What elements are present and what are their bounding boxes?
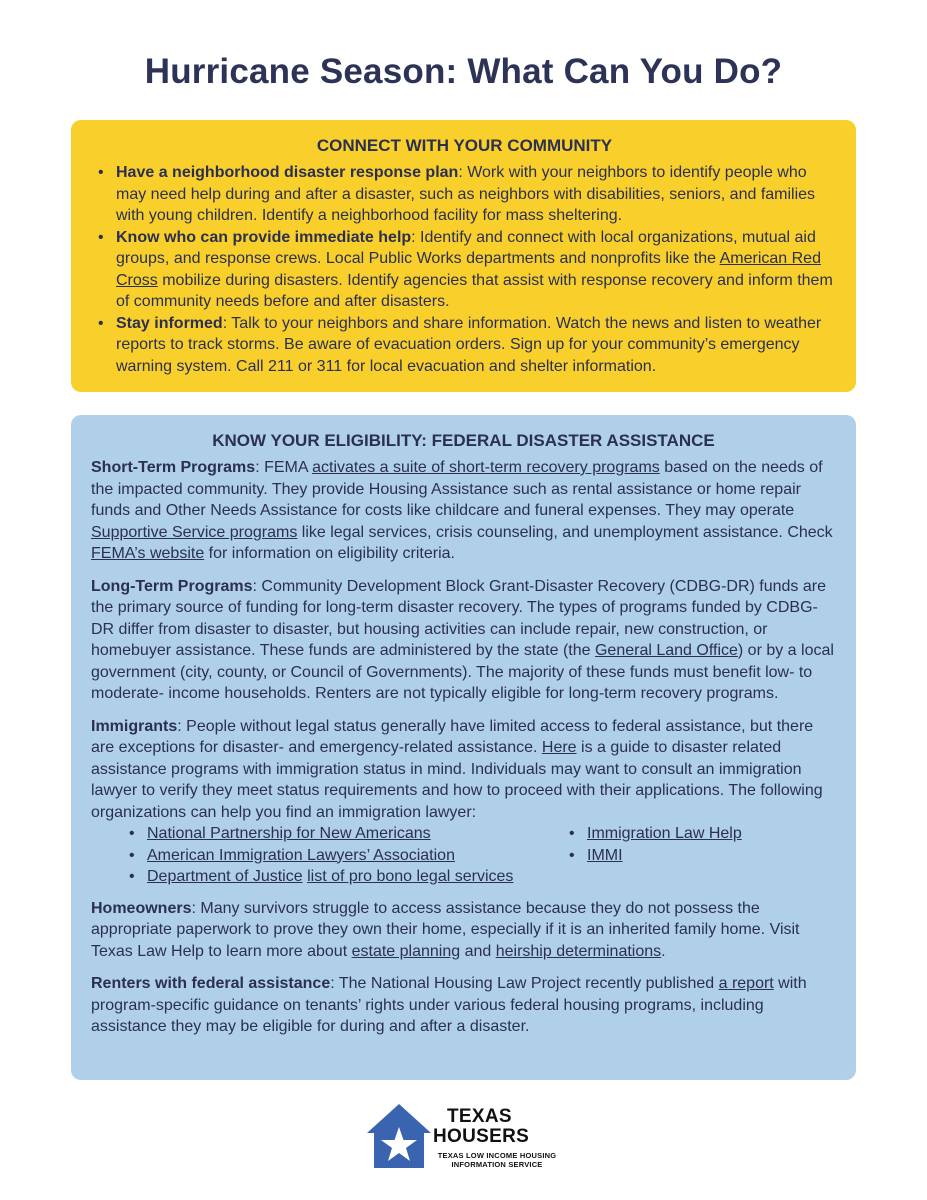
text: : FEMA xyxy=(255,459,313,476)
long-term-paragraph xyxy=(91,576,836,705)
aila-link[interactable]: American Immigration Lawyers’ Association xyxy=(147,846,455,864)
text: : People without legal status generally have limited access to federal assistance, but there are exceptions for disaster- and emergency-related assistance. xyxy=(91,717,814,756)
list-item xyxy=(93,227,836,313)
homeowners-label: Homeowners xyxy=(91,899,192,917)
logo-sub2: INFORMATION SERVICE xyxy=(451,1160,543,1169)
list-item xyxy=(567,823,742,845)
fema-programs-link[interactable]: activates a suite of short-term recovery programs xyxy=(312,459,660,476)
item-title: Stay informed xyxy=(116,314,223,332)
supportive-service-link[interactable]: Supportive Service programs xyxy=(91,523,298,541)
item-text: : Identify and connect with local organizations, mutual aid groups, and response crews. Local Public Works departments and nonprofits like the xyxy=(116,228,816,267)
list-item xyxy=(93,313,836,378)
item-text: mobilize during disasters. Identify agencies that assist with response recovery and inform them of community needs before and after disasters. xyxy=(116,271,833,310)
here-link[interactable]: Here xyxy=(541,739,577,756)
immigrants-paragraph xyxy=(91,716,836,824)
text: based on the needs of the impacted community. They provide Housing Assistance such as rental assistance or home repair funds and Other Needs Assistance for costs like childcare and funeral expenses. They may operate xyxy=(91,459,823,519)
lawyer-links xyxy=(91,823,836,888)
general-land-office-link[interactable]: General Land Office xyxy=(594,642,738,659)
short-term-label: Short-Term Programs xyxy=(91,459,256,476)
logo-line1: TEXAS xyxy=(447,1106,512,1127)
eligibility-box xyxy=(71,415,856,1080)
text: ) or by a local government (city, county, or Council of Governments). The majority of these funds must benefit low- to moderate- income households. Renters are not typically eligible for long-term recovery programs. xyxy=(91,642,834,702)
red-cross-link[interactable]: American Red Cross xyxy=(116,250,821,289)
item-text: : Work with your neighbors to identify people who may need help during and after a disaster, such as neighbors with disabilities, seniors, and families with young children. Identify a neighborhood facility for mass sheltering. xyxy=(116,164,816,224)
text: . xyxy=(661,942,666,960)
item-title: Know who can provide immediate help xyxy=(116,228,412,246)
page-title: Hurricane Season: What Can You Do? xyxy=(144,52,783,91)
npna-link[interactable]: National Partnership for New Americans xyxy=(147,825,431,842)
logo-wordmark xyxy=(433,1107,529,1147)
long-term-label: Long-Term Programs xyxy=(91,577,253,595)
renters-paragraph xyxy=(91,973,836,1038)
text: and xyxy=(460,942,496,960)
pro-bono-link[interactable]: list of pro bono legal services xyxy=(307,868,514,885)
item-title: Have a neighborhood disaster response plan xyxy=(116,164,459,181)
doj-link[interactable]: Department of Justice xyxy=(147,868,303,885)
text: is a guide to disaster related assistance programs with immigration status in mind. Individuals may want to consult an immigration lawyer to verify they meet status requirements and how to proceed with their applications. The following organizations can help you find an immigration lawyer: xyxy=(91,739,823,821)
lawyer-links-left xyxy=(127,823,567,888)
heirship-link[interactable]: heirship determinations xyxy=(495,942,662,960)
renters-label: Renters with federal assistance xyxy=(91,975,331,992)
item-text: : Talk to your neighbors and share information. Watch the news and listen to weather reports to track storms. Be aware of evacuation orders. Sign up for your community’s emergency warning system. Call 211 or 311 for local evacuation and shelter information. xyxy=(116,314,822,375)
texas-housers-logo xyxy=(366,1103,566,1175)
list-item xyxy=(567,845,742,867)
estate-planning-link[interactable]: estate planning xyxy=(351,942,461,960)
text: with program-specific guidance on tenants’ rights under various federal housing programs, including assistance they may be eligible for during and after a disaster. xyxy=(91,975,807,1035)
eligibility-heading: KNOW YOUR ELIGIBILITY: FEDERAL DISASTER ASSISTANCE xyxy=(212,431,715,450)
lawyer-links-right xyxy=(567,823,742,888)
text: : Community Development Block Grant-Disaster Recovery (CDBG-DR) funds are the primary source of funding for long-term disaster recovery. The types of programs funded by CDBG-DR differ from disaster to disaster, but housing activities can include repair, new construction, or homebuyer assistance. These funds are administered by the state (the xyxy=(91,577,826,659)
logo-line2: HOUSERS xyxy=(433,1126,530,1147)
text: like legal services, crisis counseling, and unemployment assistance. Check xyxy=(297,523,833,541)
text: : Many survivors struggle to access assistance because they do not possess the appropriate paperwork to prove they own their home, especially if it is an inherited family home. Visit Texas Law Help to learn more about xyxy=(91,899,800,960)
community-list xyxy=(93,162,836,377)
homeowners-paragraph xyxy=(91,898,836,963)
fema-website-link[interactable]: FEMA’s website xyxy=(91,545,205,562)
report-link[interactable]: a report xyxy=(718,975,774,992)
immi-link[interactable]: IMMI xyxy=(587,846,623,864)
community-box xyxy=(71,120,856,392)
community-heading: CONNECT WITH YOUR COMMUNITY xyxy=(316,136,613,155)
short-term-paragraph xyxy=(91,457,836,565)
text: for information on eligibility criteria. xyxy=(204,545,455,562)
logo-tagline xyxy=(433,1151,561,1169)
immigration-law-help-link[interactable]: Immigration Law Help xyxy=(587,825,742,842)
text: : The National Housing Law Project recently published xyxy=(330,975,719,992)
list-item xyxy=(127,866,567,888)
immigrants-label: Immigrants xyxy=(91,717,178,735)
list-item xyxy=(127,823,567,845)
house-star-icon xyxy=(366,1103,432,1169)
list-item xyxy=(93,162,836,227)
list-item xyxy=(127,845,567,867)
logo-sub1: TEXAS LOW INCOME HOUSING xyxy=(437,1151,557,1160)
